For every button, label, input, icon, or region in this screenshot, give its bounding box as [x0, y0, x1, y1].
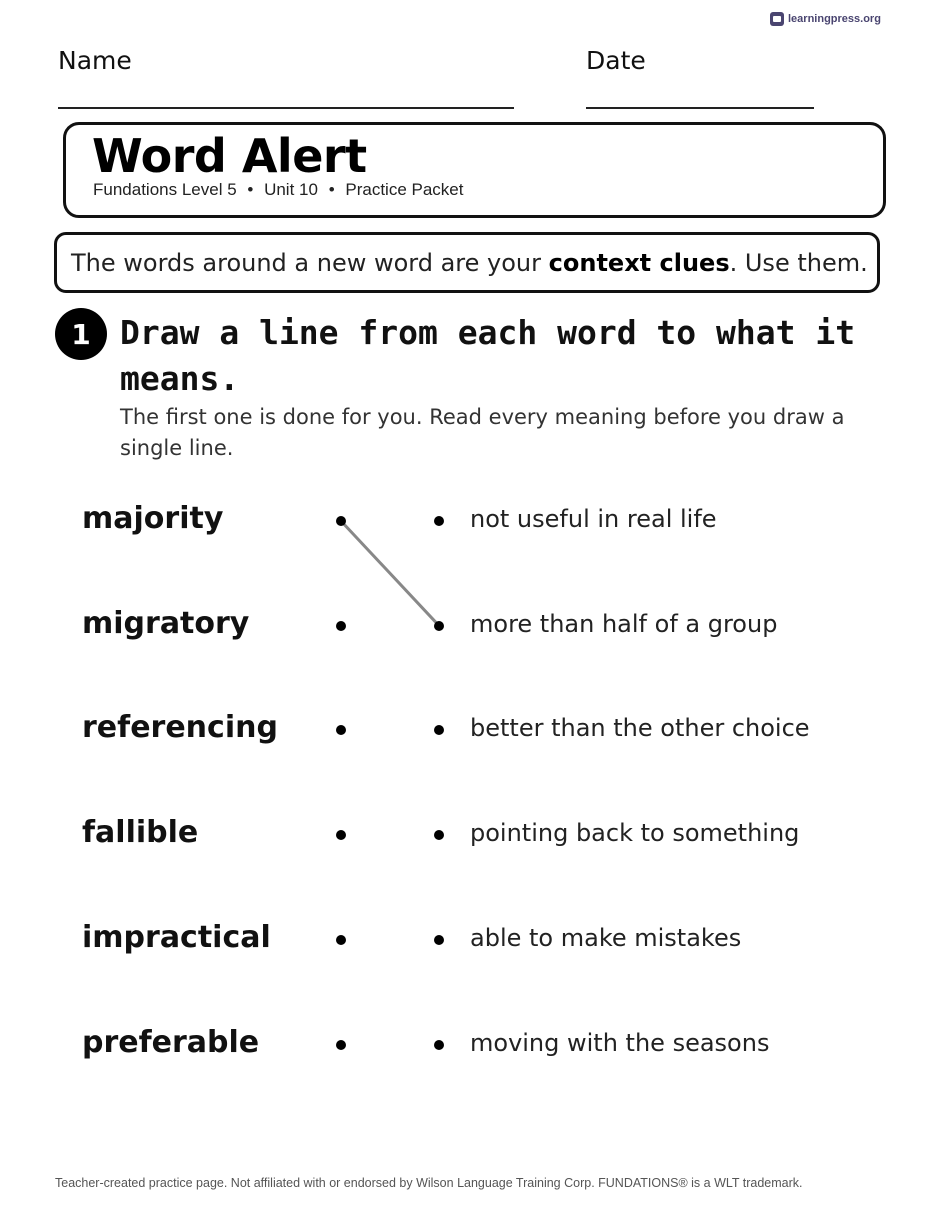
- word-dot[interactable]: [336, 830, 346, 840]
- page-subtitle: [93, 180, 463, 200]
- matching-word: referencing: [82, 710, 278, 746]
- footer-disclaimer: Teacher-created practice page. Not affiliated with or endorsed by Wilson Language Training Corp. FUNDATIONS® is a WLT trademark.: [55, 1176, 803, 1190]
- example-connector-line: [341, 521, 439, 626]
- meaning-dot[interactable]: [434, 830, 444, 840]
- step-number-badge: 1: [55, 308, 107, 360]
- meaning-dot[interactable]: [434, 621, 444, 631]
- word-dot[interactable]: [336, 516, 346, 526]
- matching-word: impractical: [82, 919, 271, 955]
- meaning-dot[interactable]: [434, 1040, 444, 1050]
- word-dot[interactable]: [336, 621, 346, 631]
- name-line[interactable]: [58, 107, 514, 109]
- tip-box: [54, 232, 880, 293]
- title-box: [63, 122, 886, 218]
- brand-logo: [770, 12, 881, 26]
- date-label: Date: [586, 46, 646, 75]
- matching-meaning: moving with the seasons: [470, 1028, 770, 1057]
- word-dot[interactable]: [336, 935, 346, 945]
- subtitle-separator: •: [247, 180, 254, 199]
- date-line[interactable]: [586, 107, 814, 109]
- meaning-dot[interactable]: [434, 516, 444, 526]
- subtitle-separator: •: [328, 180, 335, 199]
- matching-meaning: better than the other choice: [470, 714, 810, 743]
- page-title: Word Alert: [92, 129, 367, 183]
- matching-meaning: pointing back to something: [470, 819, 800, 848]
- matching-meaning: more than half of a group: [470, 609, 778, 638]
- matching-word: preferable: [82, 1024, 260, 1060]
- word-dot[interactable]: [336, 725, 346, 735]
- matching-meaning: not useful in real life: [470, 505, 717, 533]
- tip-text-after: . Use them.: [729, 248, 868, 277]
- tip-text-before: The words around a new word are your: [71, 248, 549, 277]
- matching-word: migratory: [82, 605, 250, 641]
- meaning-dot[interactable]: [434, 725, 444, 735]
- name-label: Name: [58, 46, 132, 75]
- meaning-dot[interactable]: [434, 935, 444, 945]
- section-heading: Draw a line from each word to what it means.: [120, 313, 856, 398]
- word-dot[interactable]: [336, 1040, 346, 1050]
- subtitle-level: Fundations Level 5: [93, 180, 237, 199]
- subtitle-unit: Unit 10: [264, 180, 318, 199]
- subtitle-packet: Practice Packet: [345, 180, 464, 199]
- learningpress-logo-icon: [770, 12, 784, 26]
- brand-text: learningpress.org: [788, 13, 881, 25]
- tip-text-bold: context clues: [548, 248, 730, 277]
- matching-word: majority: [82, 501, 224, 536]
- matching-word: fallible: [82, 815, 199, 851]
- matching-meaning: able to make mistakes: [470, 923, 742, 952]
- section-instructions: The first one is done for you. Read every meaning before you draw a single line.: [120, 405, 845, 460]
